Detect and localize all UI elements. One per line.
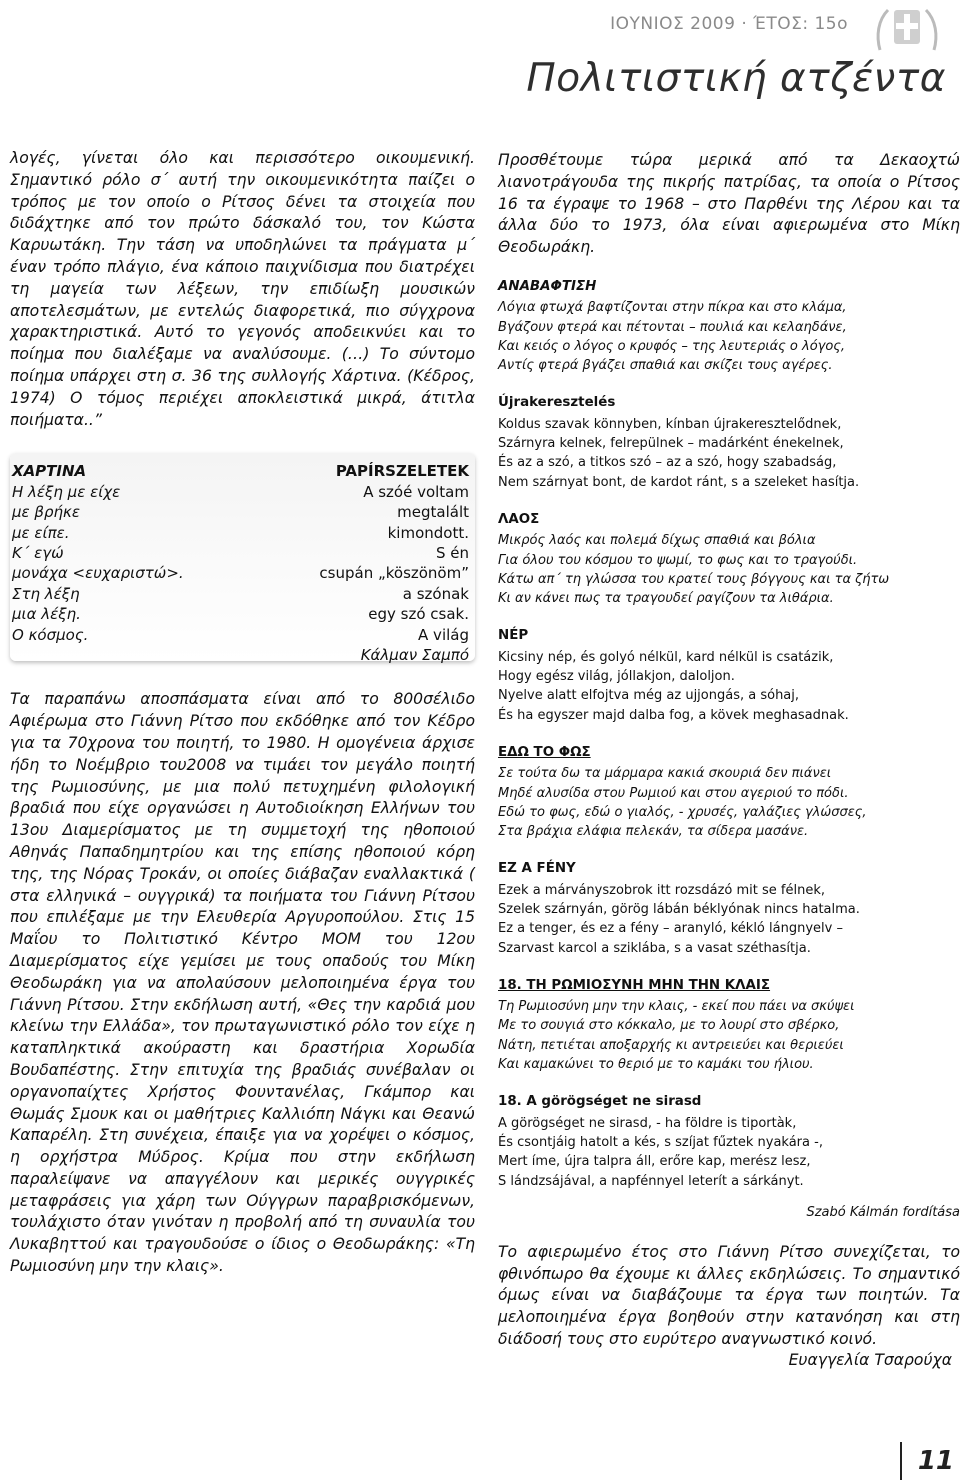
stanza-line: Εδώ το φως, εδώ ο γιαλός, - χρυσές, γαλάζιες γλώσσες,: [498, 804, 867, 820]
intro-paragraph: Προσθέτουμε τώρα μερικά από τα Δεκαοχτώ λιανοτράγουδα της πικρής πατρίδας, τα οποία ο Ρίτσος 16 τα έγραψε το 1968 – στο Παρθένι της Λέρου και τα άλλα δύο το 1973, όλα είναι αφιερωμένα στο Μίκη Θεοδωράκη.: [498, 151, 960, 257]
stanza-ez-a-feny: [498, 859, 960, 957]
stanza-title: ΕΔΩ ΤΟ ΦΩΣ: [498, 744, 591, 760]
stanza-line: Szelek szárnyán, görög lábán béklyónak nincs hatalma.: [498, 902, 860, 917]
stanza-gorogseget: [498, 1092, 960, 1190]
stanza-line: Ez a tenger, és ez a fény – aranyló, kékló lángnyelv –: [498, 921, 843, 937]
poem-greek: [12, 461, 232, 645]
page-number: 11: [900, 1442, 958, 1480]
stanza-line: Nem szárnyat bont, de kardot ránt, s a szeleket hasítja.: [498, 474, 860, 490]
stanza-line: Στα βράχια ελάφια πελεκάν, τα σίδερα μασάνε.: [498, 824, 809, 840]
poem-hungarian-title: PAPÍRSZELETEK: [335, 462, 469, 481]
stanza-romiosini: [498, 976, 960, 1074]
stanza-line: Κι αν κάνει πως τα τραγουδεί ραγίζουν τα λιθάρια.: [498, 591, 834, 607]
stanza-line: Κάτω απ΄ τη γλώσσα του κρατεί τους βόγγους και τα ζήτω: [498, 571, 890, 587]
stanza-title: ΑΝΑΒΑΦΤΙΣΗ: [498, 278, 597, 294]
stanza-nep: [498, 626, 960, 724]
stanza-line: Βγάζουν φτερά και πέτονται – πουλιά και κελαηδάνε,: [498, 319, 847, 335]
stanza-line: A görögséget ne sirasd, - ha földre is tiportàk,: [498, 1115, 797, 1131]
poem-greek-title: ΧΑΡΤΙΝΑ: [12, 462, 87, 481]
stanza-edo-to-fos: [498, 743, 960, 841]
poem-line: μονάχα <ευχαριστώ>.: [12, 564, 184, 583]
stanza-line: S lándzsájával, a napfénnyel leterít a sárkányt.: [498, 1173, 804, 1189]
stanza-title: ΛΑΟΣ: [498, 511, 540, 527]
stanza-line: És ha egyszer majd dalba fog, a kövek meghasadnak.: [498, 707, 849, 723]
poem-box: [10, 453, 475, 665]
stanza-line: Koldus szavak könnyben, kínban újrakeresztelődnek,: [498, 416, 842, 432]
stanza-line: Και κειός ο λόγος ο κρυφός – της λευτεριάς ο λόγος,: [498, 338, 846, 354]
poem-line: a szónak: [402, 584, 469, 603]
stanza-line: Hogy egész világ, jóllakjon, daloljon.: [498, 669, 735, 685]
poem-line: Ο κόσμος.: [12, 625, 89, 644]
stanza-line: Μηδέ αλυσίδα στου Ρωμιού και στου αγεριού το πόδι.: [498, 785, 849, 801]
stanza-line: Αντίς φτερά βγάζει σπαθιά και σκίζει τους αγέρες.: [498, 358, 833, 374]
poem-line: Η λέξη με είχε: [12, 482, 121, 501]
issue-date: ΙΟΥΝΙΟΣ 2009 · ΈΤΟΣ: 15ο: [610, 14, 848, 34]
stanza-line: Μικρός λαός και πολεμά δίχως σπαθιά και βόλια: [498, 533, 816, 549]
stanza-line: Kicsiny nép, és golyó nélkül, kard nélkül is csatázik,: [498, 649, 834, 665]
poem-translator: Κάλμαν Σαμπό: [360, 646, 469, 665]
lead-paragraph: λογές, γίνεται όλο και περισσότερο οικουμενική. Σημαντικό ρόλο σ΄ αυτή την οικουμενικότητα παίζει ο τρόπος με τον οποίο ο Ρίτσος δένει τα στοιχεία που διδάχτηκε από τον πρώτο δάσκαλό του, τον Κώστα Καρυωτάκη. Την τάση να υποδηλώνει τα πράγματα μ΄ έναν τρόπο πλάγιο, ένα κάποιο παιχνίδισμα που διατρέχει τη μαγεία των λέξεων, την επιδίωξη μουσικών αποτελεσμάτων, με εντελώς διαφορετικά, πιο σύγχρονα χαρακτηριστικά. Αυτό το γεγονός αποδεικνύει και το ποίημα που διαλέξαμε να αναλύσουμε. (…) Το σύντομο ποίημα υπάρχει στη σ. 36 της συλλογής Χάρτινα. (Κέδρος, 1974) Ο τόμος περιέχει αποκλειστικά μικρά, άτιτλα ποιήματα..”: [10, 149, 475, 429]
body-paragraph: Τα παραπάνω αποσπάσματα είναι από το 800σέλιδο Αφιέρωμα στο Γιάννη Ρίτσο που εκδόθηκε από τον Κέδρο για τα 70χρονα του ποιητή, το 1980. Η ομογένεια άρχισε ήδη το Νοέμβριο του2008 να τιμάει τον μεγάλο ποιητή της Ρωμιοσύνης, με μια πολύ πετυχημένη φιλολογική βραδιά που είχε οργανώσει η Αυτοδιοίκηση Ελλήνων του 13ου Διαμερίσματος με τη συμμετοχή της ηθοποιού Αθηνάς Παπαδημητρίου και της επίσης ηθοποιού κόρη της, της Νόρας Τροκάν, οι οποίες διάβαζαν εναλλακτικά ( στα ελληνικά – ουγγρικά) τα ποιήματα του Γιάννη Ρίτσου που επιλέξαμε με την Ελευθερία Αργυροπούλου. Στις 15 Μαΐου το Πολιτιστικό Κέντρο ΜΟΜ του 12ου Διαμερίσματος είχε γεμίσει με τους οπαδούς του Μίκη Θεοδωράκη για να απολαύσουν μελοποιημένα έργα του Γιάννη Ρίτσου. Στην εκδήλωση αυτή, «Θες την καρδιά μου κλείνω την Ελλάδα», τον πρωταγωνιστικό ρόλο τον είχε η καταπληκτικά ακούραστη και δραστήρια Χορωδία Βουδαπέστης. Στην επιτυχία της βραδιάς συνέβαλαν οι οργανοπαίχτες Χρήστος Φουντανέλας, Γκάμπορ και Θωμάς Σμουκ και οι μαθήτριες Καλλιόπη Νάγκι και Θεανώ Καπαρέλη. Στη συνέχεια, έπαιξε για να χορέψει ο κόσμος, η ορχήστρα Μύδρος. Κρίμα που στην εκδήλωση παραλείψανε να απαγγέλουν και μερικές ουγγρικές μεταφράσεις για χάρη των Ούγγρων παραβρισκόμενων, τουλάχιστο όταν γινόταν η προβολή από τη συναυλία του Λυκαβηττού και τραγουδούσε ο ίδιος ο Θεοδωράκης: «Τη Ρωμιοσύνη μην την κλαις».: [10, 690, 475, 1276]
stanza-line: Με το σουγιά στο κόκκαλο, με το λουρί στο σβέρκο,: [498, 1018, 840, 1034]
stanza-line: Szárnyra kelnek, felrepülnek – madárként énekelnek,: [498, 436, 844, 452]
greek-crest-icon: [874, 2, 940, 56]
stanza-line: És az a szó, a titkos szó – az a szó, hogy szabadság,: [498, 455, 837, 471]
stanza-line: Και καμακώνει το θεριό με το καμάκι του ήλιου.: [498, 1057, 814, 1073]
left-column: [10, 148, 475, 1278]
poem-line: A világ: [418, 625, 469, 644]
section-title: Πολιτιστική ατζέντα: [526, 56, 946, 101]
stanza-title: 18. A görögséget ne sirasd: [498, 1094, 702, 1110]
stanza-line: Τη Ρωμιοσύνη μην την κλαις, - εκεί που πάει να σκύψει: [498, 999, 855, 1015]
poem-line: A szóé voltam: [363, 482, 469, 501]
poem-line: με βρήκε: [12, 503, 80, 522]
stanza-anavaftisi: [498, 277, 960, 375]
stanza-title: EZ A FÉNY: [498, 861, 576, 877]
poem-line: Κ΄ εγώ: [12, 543, 64, 562]
poem-line: megtalált: [397, 503, 469, 522]
stanza-line: Mert íme, újra talpra áll, erőre kap, merész lesz,: [498, 1154, 811, 1170]
stanza-line: Για όλου του κόσμου το ψωμί, το φως και το τραγούδι.: [498, 552, 858, 568]
stanza-line: Ezek a márványszobrok itt rozsdázó mit se félnek,: [498, 882, 826, 898]
stanza-title: 18. ΤΗ ΡΩΜΙΟΣΥΝΗ ΜΗΝ ΤΗΝ ΚΛΑΙΣ: [498, 977, 771, 993]
poem-line: μια λέξη.: [12, 605, 81, 624]
translator-credit: Szabó Kálmán fordítása: [806, 1204, 960, 1220]
closing-paragraph: Το αφιερωμένο έτος στο Γιάννη Ρίτσο συνεχίζεται, το φθινόπωρο θα έχουμε κι άλλες εκδηλώσεις. Το σημαντικό όμως είναι να διαβάζουμε τα έργα των ποιητών. Τα μελοποιημένα έργα βοηθούν στην κατανόηση και στη διάδοσή τους στο ευρύτερο αναγνωστικό κοινό.: [498, 1242, 960, 1349]
stanza-title: Újrakeresztelés: [498, 395, 616, 411]
poem-line: csupán „köszönöm”: [319, 564, 469, 583]
poem-line: egy szó csak.: [368, 605, 469, 624]
stanza-line: És csontjáig hatolt a kés, s szíjat fűztek nyakára -,: [498, 1134, 823, 1150]
poem-line: S én: [435, 543, 469, 562]
stanza-line: Nyelve alatt elfojtva még az ujjongás, a sóhaj,: [498, 688, 800, 704]
stanza-line: Szarvast karcol a sziklába, s a vasat széthasítja.: [498, 940, 811, 956]
stanza-line: Σε τούτα δω τα μάρμαρα κακιά σκουριά δεν πιάνει: [498, 766, 832, 782]
poem-line: Στη λέξη: [12, 584, 80, 603]
stanza-laos: [498, 510, 960, 608]
poem-hungarian: [249, 461, 469, 665]
stanza-line: Λόγια φτωχά βαφτίζονται στην πίκρα και στο κλάμα,: [498, 300, 847, 316]
author-signature: Ευαγγελία Τσαρούχα: [788, 1350, 952, 1369]
poem-line: kimondott.: [387, 523, 469, 542]
stanza-title: NÉP: [498, 628, 529, 644]
stanza-ujrakereszteles: [498, 393, 960, 491]
right-column: [498, 150, 960, 1369]
poem-line: με είπε.: [12, 523, 70, 542]
stanza-line: Νάτη, πετιέται αποξαρχής κι αντρειεύει και θεριεύει: [498, 1037, 844, 1053]
